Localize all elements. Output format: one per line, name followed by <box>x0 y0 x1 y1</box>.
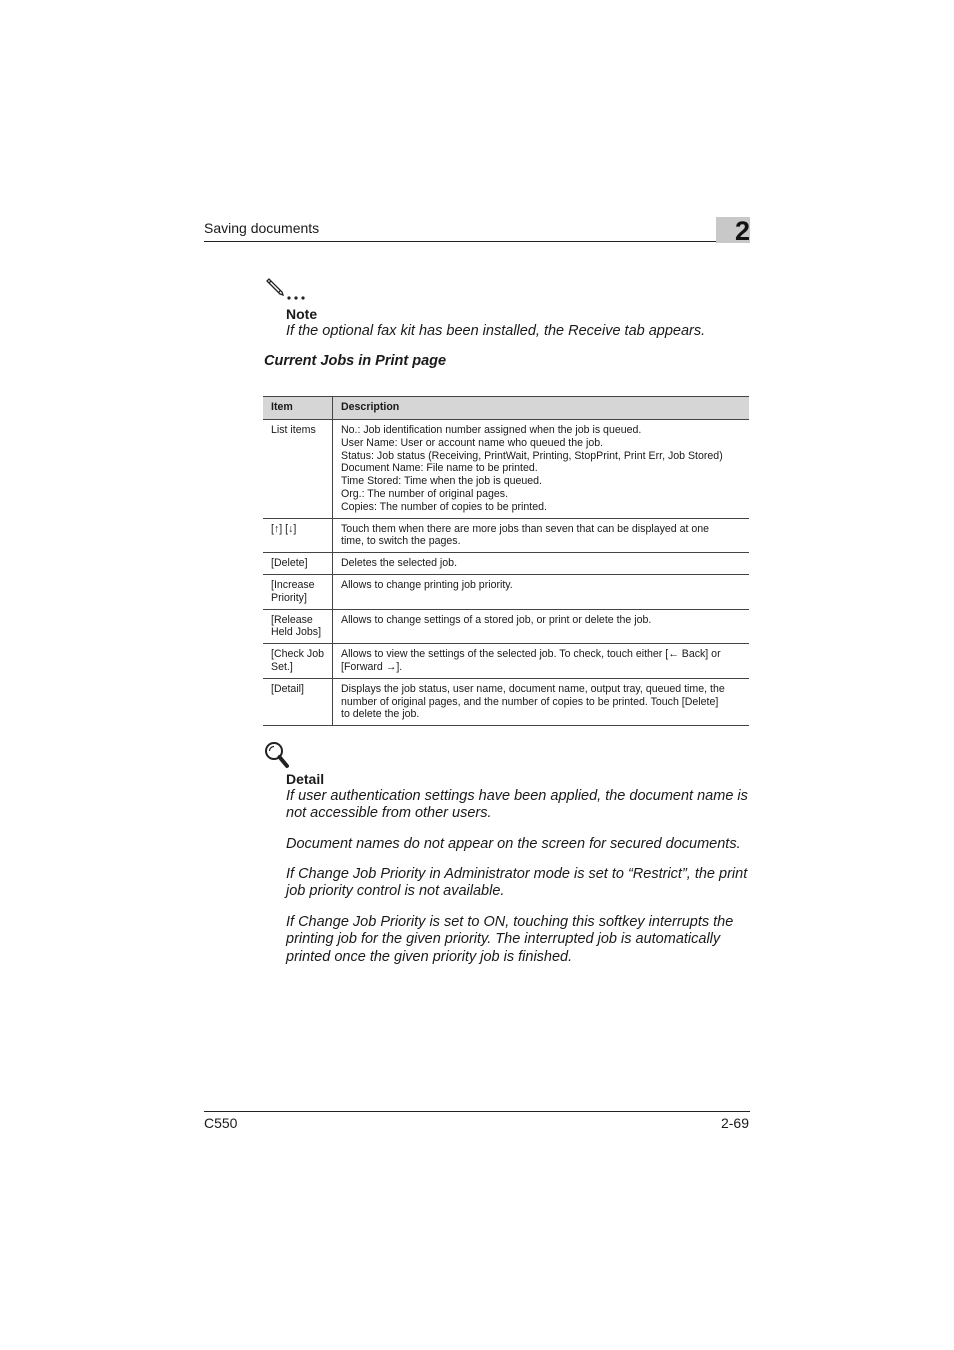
description-line: to delete the job. <box>341 708 420 721</box>
item-line: [Check Job <box>271 648 324 661</box>
magnifier-icon <box>264 741 290 769</box>
description-line: No.: Job identification number assigned when the job is queued. <box>341 424 642 436</box>
description-line: Allows to change settings of a stored job, or print or delete the job. <box>341 613 652 626</box>
item-cell <box>263 678 333 725</box>
table-row <box>263 420 749 519</box>
item-cell <box>263 420 333 519</box>
table-header-row <box>263 397 749 420</box>
jobs-description-table <box>263 396 749 726</box>
footer-rule <box>204 1111 750 1112</box>
description-cell <box>333 644 750 679</box>
item-cell <box>263 553 333 575</box>
description-line: Document Name: File name to be printed. <box>341 462 538 475</box>
item-line: [Release <box>271 613 313 626</box>
description-cell <box>333 518 750 553</box>
description-line: Deletes the selected job. <box>341 557 458 570</box>
description-line: Status: Job status (Receiving, PrintWait, Printing, StopPrint, Print Err, Job Stored) <box>341 449 723 462</box>
detail-label: Detail <box>286 771 325 787</box>
table-row <box>263 678 749 725</box>
description-line: Time Stored: Time when the job is queued. <box>341 475 542 488</box>
description-line: Copies: The number of copies to be printed. <box>341 500 547 513</box>
chapter-tab <box>716 216 750 246</box>
detail-line: If Change Job Priority is set to ON, touching this softkey interrupts the <box>286 914 734 930</box>
description-line: User Name: User or account name who queued the job. <box>341 436 604 449</box>
table-row <box>263 518 749 553</box>
description-line: [Forward →]. <box>341 660 403 673</box>
description-cell <box>333 553 750 575</box>
detail-line: If Change Job Priority in Administrator mode is set to “Restrict”, the print <box>286 866 748 882</box>
note-label: Note <box>286 306 318 322</box>
detail-line: printed once the given priority job is finished. <box>286 948 573 965</box>
detail-line: not accessible from other users. <box>286 805 492 822</box>
item-cell <box>263 518 333 553</box>
detail-paragraph <box>286 914 752 966</box>
description-cell <box>333 678 750 725</box>
item-cell <box>263 609 333 644</box>
page-number: 2-69 <box>720 1115 749 1131</box>
detail-line: job priority control is not available. <box>286 883 505 900</box>
detail-paragraph <box>286 836 752 853</box>
description-line: Allows to change printing job priority. <box>341 578 513 591</box>
description-line: number of original pages, and the number of copies to be printed. Touch [Delete] <box>341 695 719 708</box>
table-row <box>263 609 749 644</box>
table-body <box>263 420 749 726</box>
description-cell <box>333 420 750 519</box>
detail-line: printing job for the given priority. The interrupted job is automatically <box>286 931 721 948</box>
description-cell <box>333 609 750 644</box>
column-header-description: Description <box>333 397 750 420</box>
item-line: [Increase <box>271 578 315 591</box>
item-line: [Delete] <box>271 557 308 570</box>
column-header-item: Item <box>263 397 333 420</box>
description-line: Allows to view the settings of the selected job. To check, touch either [← Back] or <box>341 648 721 661</box>
item-cell <box>263 644 333 679</box>
table-row <box>263 574 749 609</box>
section-title: Current Jobs in Print page <box>264 353 447 369</box>
table-row <box>263 644 749 679</box>
detail-paragraph <box>286 866 752 901</box>
item-line: [Detail] <box>271 682 304 695</box>
description-cell <box>333 574 750 609</box>
table-row <box>263 553 749 575</box>
detail-line: Document names do not appear on the screen for secured documents. <box>286 836 741 852</box>
description-line: Displays the job status, user name, document name, output tray, queued time, the <box>341 682 725 695</box>
running-header-title: Saving documents <box>204 220 320 236</box>
item-line: List items <box>271 424 316 436</box>
pencil-note-icon <box>264 276 312 304</box>
header-rule <box>204 241 750 242</box>
detail-line: If user authentication settings have been applied, the document name is <box>286 788 748 804</box>
description-line: time, to switch the pages. <box>341 535 461 548</box>
note-text: If the optional fax kit has been installed, the Receive tab appears. <box>286 323 706 339</box>
description-line: Touch them when there are more jobs than seven that can be displayed at one <box>341 522 710 535</box>
description-line: Org.: The number of original pages. <box>341 487 509 500</box>
footer-model: C550 <box>204 1115 238 1131</box>
item-cell <box>263 574 333 609</box>
item-line: [↑] [↓] <box>271 522 297 535</box>
item-line: Priority] <box>271 591 307 604</box>
item-line: Held Jobs] <box>271 626 322 639</box>
chapter-number: 2 <box>734 216 750 246</box>
detail-paragraph <box>286 788 752 823</box>
item-line: Set.] <box>271 660 293 673</box>
